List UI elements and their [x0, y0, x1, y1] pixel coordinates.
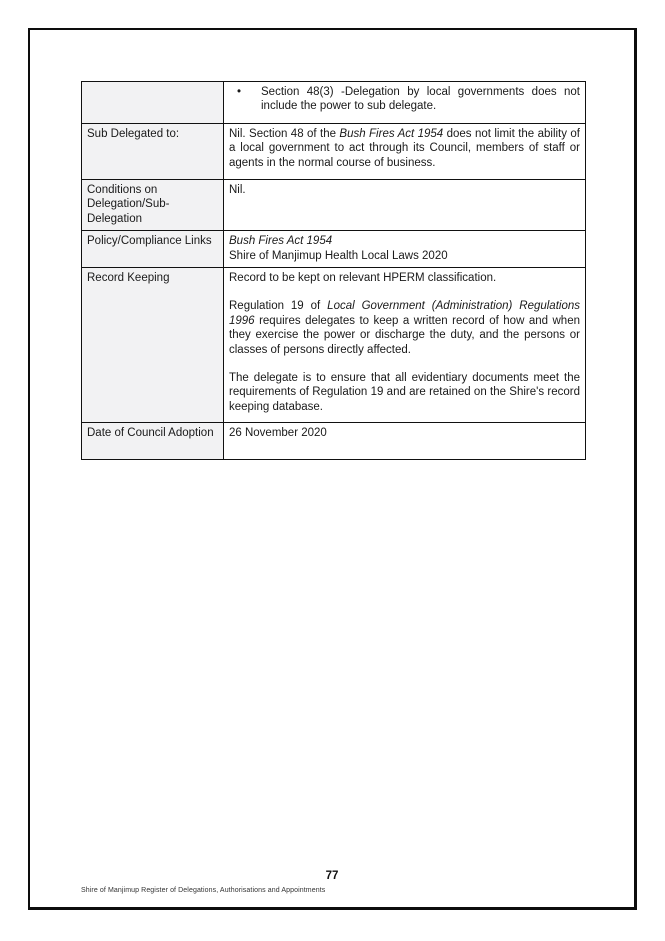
row-label: [82, 180, 224, 231]
paragraph: Record to be kept on relevant HPERM classification.: [229, 272, 497, 285]
row-content: [224, 124, 586, 180]
empty-label-cell: [82, 82, 224, 124]
adoption-date-text: 26 November 2020: [229, 427, 327, 440]
regulations-title-italic: Local Government (Administration) Regulations 1996: [229, 300, 580, 327]
paragraph: Nil.: [229, 184, 246, 196]
row-content: [224, 180, 586, 231]
bullet-icon: •: [237, 86, 242, 98]
row-label: [82, 268, 224, 423]
page-border-frame: [28, 28, 637, 910]
footer-text: Shire of Manjimup Register of Delegations, Authorisations and Appointments: [81, 887, 326, 894]
bullet-list-item: [229, 85, 580, 114]
paragraph: The delegate is to ensure that all evidentiary documents meet the requirements of Regulation 19 and are retained on the Shire's record keeping database.: [229, 372, 580, 413]
row-content: [224, 231, 586, 268]
text-segment: Regulation 19 of: [229, 300, 328, 313]
row-label-text: Date of Council Adoption: [87, 427, 214, 440]
row-content: [224, 423, 586, 460]
row-label-text: Record Keeping: [87, 272, 170, 285]
row-content: [224, 268, 586, 423]
bullet-item-text: Section 48(3) -Delegation by local governments does not include the power to sub delegate.: [261, 86, 580, 113]
delegation-table: [81, 81, 586, 460]
row-label: [82, 231, 224, 268]
continuation-content-cell: [224, 82, 586, 124]
table-row-adoption-date: [82, 423, 586, 460]
page-number: 77: [325, 870, 339, 882]
act-title-italic: Bush Fires Act 1954: [229, 235, 333, 248]
paragraph: [229, 299, 580, 357]
table-row-sub-delegated: [82, 124, 586, 180]
table-row-record-keeping: [82, 268, 586, 423]
text-segment: does not limit the ability of a local government to act through its Council, members of staff or agents in the normal course of business.: [229, 128, 581, 169]
row-label: [82, 124, 224, 180]
row-label: [82, 423, 224, 460]
act-title-italic: Bush Fires Act 1954: [339, 128, 444, 140]
text-segment: Nil. Section 48 of the: [229, 128, 340, 140]
table-row-continuation: [82, 82, 586, 124]
paragraph: [229, 127, 580, 170]
row-label-text: Conditions on Delegation/Sub-Delegation: [87, 184, 170, 225]
text-segment: requires delegates to keep a written record of how and when they exercise the power or discharge the duty, and the persons or classes of persons directly affected.: [229, 314, 580, 356]
policy-link-text: Shire of Manjimup Health Local Laws 2020: [229, 249, 448, 262]
row-label-text: Sub Delegated to:: [87, 128, 180, 140]
row-label-text: Policy/Compliance Links: [87, 235, 212, 248]
table-row-conditions: [82, 180, 586, 231]
table-row-policy-links: [82, 231, 586, 268]
